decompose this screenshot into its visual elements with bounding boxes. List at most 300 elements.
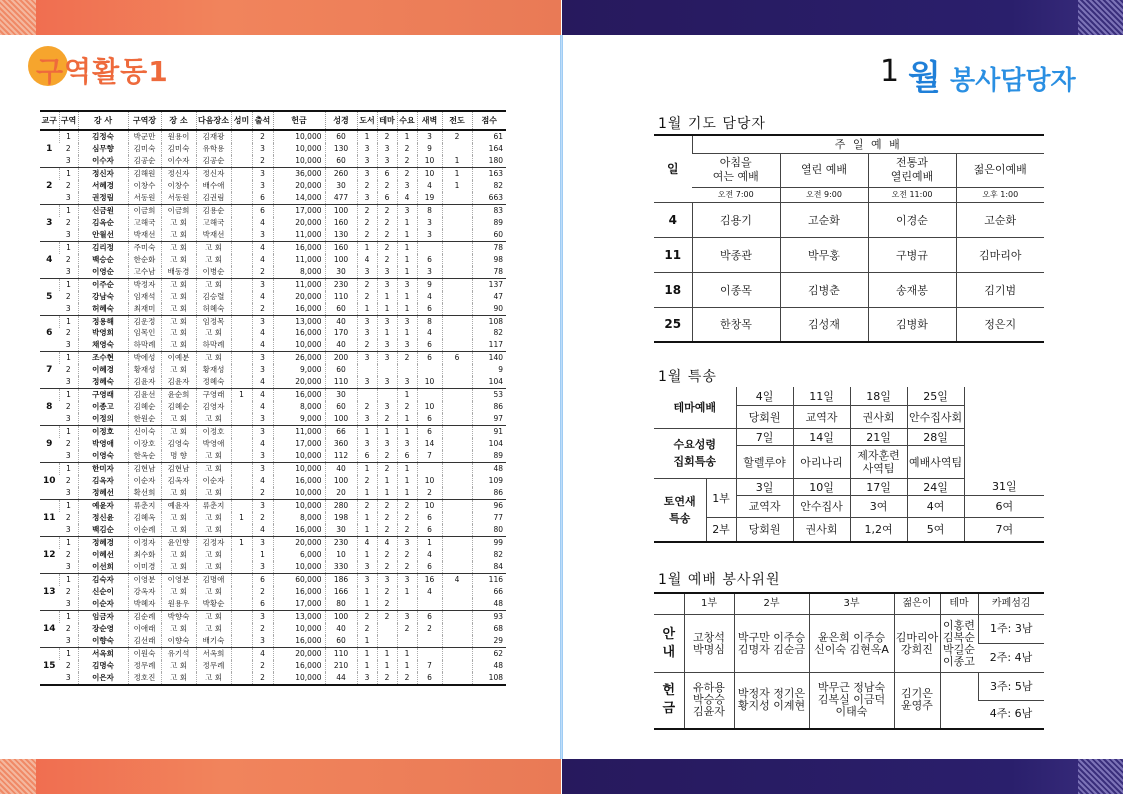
table-cell: 1 — [59, 315, 78, 327]
wed-item: 할렐루야 — [736, 445, 793, 478]
bottom-band-left — [0, 759, 561, 794]
table-row — [40, 254, 506, 266]
table-cell: 2 — [377, 450, 397, 462]
table-cell: 1 — [397, 291, 417, 303]
table-cell: 김옥자 — [161, 475, 196, 487]
table-cell: 2 — [397, 143, 417, 155]
table-cell — [442, 328, 472, 340]
table-cell: 2 — [397, 512, 417, 524]
title-number: 1 — [880, 54, 900, 89]
table-cell: 고 회 — [196, 278, 231, 290]
table-cell: 3 — [252, 278, 273, 290]
table-cell — [357, 364, 377, 376]
table-cell — [231, 647, 252, 659]
table-cell: 40 — [325, 463, 357, 475]
table-cell: 3 — [252, 463, 273, 475]
table-cell: 6 — [442, 352, 472, 364]
theme-item: 교역자 — [793, 405, 850, 428]
table-cell: 198 — [325, 512, 357, 524]
table-cell: 48 — [472, 463, 506, 475]
service-name-3 — [868, 153, 956, 187]
table-cell: 윤순희 — [161, 389, 196, 401]
table-cell: 1 — [357, 549, 377, 561]
table-cell: 9 — [472, 364, 506, 376]
table-cell: 20,000 — [273, 291, 325, 303]
column-header: 장 소 — [161, 111, 196, 130]
table-row — [40, 475, 506, 487]
table-cell: 강남숙 — [78, 291, 128, 303]
table-cell — [231, 229, 252, 241]
table-cell: 8 — [417, 315, 442, 327]
table-cell — [231, 573, 252, 585]
table-cell: 서혜경 — [78, 180, 128, 192]
table-cell: 조수현 — [78, 352, 128, 364]
table-cell: 고 회 — [196, 586, 231, 598]
table-cell: 2 — [357, 229, 377, 241]
table-cell: 4 — [397, 192, 417, 204]
district-number: 4 — [40, 241, 59, 278]
sat-item-1: 4여 — [907, 495, 964, 517]
sat-item-1: 3여 — [850, 495, 907, 517]
table-cell: 백김순 — [78, 524, 128, 536]
table-cell — [442, 475, 472, 487]
table-cell — [231, 303, 252, 315]
wed-item — [850, 445, 907, 478]
table-row — [40, 376, 506, 388]
table-cell — [231, 278, 252, 290]
table-cell: 3 — [377, 278, 397, 290]
theme-date: 25일 — [907, 387, 964, 405]
service-time: 오전 9:00 — [780, 187, 868, 202]
table-cell: 2 — [377, 254, 397, 266]
table-cell: 정신자 — [161, 167, 196, 179]
table-cell: 류춘지 — [128, 500, 161, 512]
wed-item: 예배사역팀 — [907, 445, 964, 478]
table-cell: 고 회 — [161, 303, 196, 315]
column-header: 성미 — [231, 111, 252, 130]
table-cell: 110 — [325, 291, 357, 303]
table-row — [40, 438, 506, 450]
table-cell — [442, 426, 472, 438]
table-cell: 2 — [397, 155, 417, 167]
table-cell: 이순례 — [128, 524, 161, 536]
table-cell: 10 — [325, 549, 357, 561]
offer-row-label — [654, 673, 684, 729]
table-cell — [231, 266, 252, 278]
table-cell: 배기숙 — [196, 635, 231, 647]
table-cell: 16,000 — [273, 389, 325, 401]
table-cell: 김윤선 — [128, 389, 161, 401]
table-cell: 1 — [377, 487, 397, 499]
table-cell: 3 — [417, 217, 442, 229]
table-cell: 배수애 — [196, 180, 231, 192]
table-cell: 4 — [252, 475, 273, 487]
table-cell: 10,000 — [273, 500, 325, 512]
table-cell: 2 — [377, 598, 397, 610]
table-cell: 이영분 — [128, 573, 161, 585]
table-cell: 16,000 — [273, 524, 325, 536]
left-title-text: 구역활동1 — [36, 55, 169, 88]
table-cell: 82 — [472, 549, 506, 561]
table-cell — [231, 143, 252, 155]
offer-cell-text: 김기은 윤영주 — [901, 687, 933, 713]
table-cell: 김재광 — [196, 130, 231, 143]
table-row — [40, 291, 506, 303]
table-cell: 신금원 — [78, 204, 128, 216]
title-text: 봉사담당자 — [950, 66, 1076, 96]
table-cell: 14,000 — [273, 192, 325, 204]
table-cell: 고 회 — [161, 328, 196, 340]
table-cell: 6 — [417, 524, 442, 536]
district-number: 5 — [40, 278, 59, 315]
table-cell: 4 — [252, 217, 273, 229]
sat-item-1: 안수집사 — [793, 495, 850, 517]
table-cell: 110 — [325, 376, 357, 388]
table-cell — [442, 303, 472, 315]
table-cell: 황재성 — [128, 364, 161, 376]
table-row — [40, 315, 506, 327]
table-cell: 고해국 — [128, 217, 161, 229]
table-cell: 4 — [252, 339, 273, 351]
table-cell: 이금희 — [128, 204, 161, 216]
offer-cell — [734, 673, 809, 729]
column-header: 성경 — [325, 111, 357, 130]
table-cell: 고수남 — [128, 266, 161, 278]
table-cell: 고 회 — [161, 229, 196, 241]
table-cell: 68 — [472, 623, 506, 635]
table-cell: 10,000 — [273, 487, 325, 499]
table-cell: 3 — [377, 339, 397, 351]
table-cell: 이향숙 — [161, 635, 196, 647]
table-cell: 허혜숙 — [196, 303, 231, 315]
table-cell: 2 — [252, 672, 273, 685]
table-cell — [442, 266, 472, 278]
table-cell: 고 회 — [196, 352, 231, 364]
table-cell: 1 — [397, 217, 417, 229]
table-cell: 고 회 — [161, 254, 196, 266]
table-cell: 이순자 — [78, 598, 128, 610]
sat-item-2: 5여 — [907, 517, 964, 542]
table-cell: 3 — [252, 143, 273, 155]
sat-item-2: 1,2여 — [850, 517, 907, 542]
service-time: 오전 7:00 — [692, 187, 780, 202]
table-cell: 104 — [472, 376, 506, 388]
table-cell: 3 — [397, 376, 417, 388]
table-cell: 84 — [472, 561, 506, 573]
table-cell: 1 — [59, 610, 78, 622]
table-cell: 2 — [357, 217, 377, 229]
table-cell: 2 — [357, 204, 377, 216]
table-cell: 2 — [442, 130, 472, 143]
offer-cell-text: 유하용 박승승 김윤자 — [693, 681, 725, 719]
table-cell: 심무향 — [78, 143, 128, 155]
bottom-band — [0, 759, 1123, 794]
table-cell: 20 — [325, 487, 357, 499]
table-row — [40, 623, 506, 635]
table-cell: 2 — [65, 180, 71, 190]
table-cell: 신순이 — [78, 586, 128, 598]
offer-cell-text: 박무근 정남숙 김복실 이금덕 이태숙 — [817, 681, 886, 719]
table-cell: 9 — [417, 278, 442, 290]
table-cell: 1 — [59, 500, 78, 512]
table-cell: 김혜순 — [161, 401, 196, 413]
sat-item-2: 7여 — [964, 517, 1044, 542]
table-cell: 140 — [472, 352, 506, 364]
column-header: 새벽 — [417, 111, 442, 130]
table-row — [40, 426, 506, 438]
table-cell: 고 회 — [196, 487, 231, 499]
table-cell: 89 — [472, 450, 506, 462]
table-cell: 6,000 — [273, 549, 325, 561]
wed-label-text: 수요성령 집회특송 — [673, 438, 717, 468]
table-cell — [442, 291, 472, 303]
table-cell: 11,000 — [273, 426, 325, 438]
stripe-decoration — [1078, 0, 1123, 35]
table-cell: 3 — [377, 352, 397, 364]
table-cell: 서옥희 — [78, 647, 128, 659]
district-activity-table — [40, 110, 506, 686]
table-cell — [231, 426, 252, 438]
table-cell: 한원순 — [128, 413, 161, 425]
table-cell: 3 — [357, 328, 377, 340]
table-cell: 이영분 — [161, 573, 196, 585]
table-cell: 3 — [59, 450, 78, 462]
table-cell — [442, 463, 472, 475]
table-cell: 1 — [377, 291, 397, 303]
table-cell: 20,000 — [273, 180, 325, 192]
table-row — [40, 500, 506, 512]
column-header: 헌금 — [273, 111, 325, 130]
table-cell: 정혜경 — [78, 536, 128, 548]
column-header: 수요 — [397, 111, 417, 130]
table-cell: 2 — [252, 660, 273, 672]
table-cell — [231, 500, 252, 512]
table-cell: 3 — [377, 376, 397, 388]
wed-date: 7일 — [736, 428, 793, 445]
table-cell: 4 — [417, 328, 442, 340]
table-cell — [231, 130, 252, 143]
table-cell: 26,000 — [273, 352, 325, 364]
table-cell: 3 — [252, 364, 273, 376]
table-cell — [231, 623, 252, 635]
table-cell: 100 — [325, 413, 357, 425]
table-row — [40, 352, 506, 364]
table-cell — [442, 413, 472, 425]
table-cell — [231, 180, 252, 192]
table-cell: 3 — [59, 155, 78, 167]
table-cell: 8 — [417, 204, 442, 216]
table-cell: 박재선 — [196, 229, 231, 241]
table-cell: 김정숙 — [78, 130, 128, 143]
table-cell: 60 — [325, 303, 357, 315]
table-cell: 2 — [357, 475, 377, 487]
table-cell — [231, 291, 252, 303]
table-cell: 1 — [357, 512, 377, 524]
table-cell: 30 — [325, 266, 357, 278]
table-cell: 3 — [397, 180, 417, 192]
table-cell: 1 — [397, 586, 417, 598]
table-cell — [442, 143, 472, 155]
table-cell — [417, 463, 442, 475]
table-cell: 3 — [252, 561, 273, 573]
table-cell: 3 — [59, 339, 78, 351]
prayer-section-title: 1월 기도 담당자 — [658, 116, 766, 132]
table-cell: 2 — [65, 143, 71, 153]
table-cell: 고 회 — [196, 254, 231, 266]
table-cell: 구영래 — [196, 389, 231, 401]
table-cell: 230 — [325, 536, 357, 548]
table-cell: 10 — [417, 167, 442, 179]
table-cell: 백승순 — [78, 254, 128, 266]
table-cell: 8,000 — [273, 266, 325, 278]
table-cell: 10,000 — [273, 339, 325, 351]
table-row — [40, 647, 506, 659]
table-cell: 20,000 — [273, 647, 325, 659]
table-cell: 고 회 — [161, 315, 196, 327]
table-cell — [442, 217, 472, 229]
table-cell: 1 — [252, 549, 273, 561]
theme-label: 테마예배 — [654, 387, 736, 428]
table-cell — [377, 635, 397, 647]
table-cell: 이주순 — [78, 278, 128, 290]
table-cell: 2 — [65, 217, 71, 227]
theme-date: 18일 — [850, 387, 907, 405]
table-cell: 13,000 — [273, 610, 325, 622]
service-name-1 — [692, 153, 780, 187]
table-cell: 3 — [59, 303, 78, 315]
table-cell — [442, 549, 472, 561]
table-cell: 이수자 — [78, 155, 128, 167]
table-cell: 170 — [325, 328, 357, 340]
table-cell: 1 — [357, 130, 377, 143]
table-cell: 2 — [397, 672, 417, 685]
table-cell: 안월선 — [78, 229, 128, 241]
table-cell: 2 — [377, 463, 397, 475]
table-cell: 고 회 — [161, 217, 196, 229]
table-cell: 96 — [472, 500, 506, 512]
guide-cell — [809, 615, 894, 673]
table-row — [654, 237, 1044, 272]
table-cell — [442, 536, 472, 548]
table-cell — [442, 278, 472, 290]
table-cell: 3 — [252, 229, 273, 241]
table-cell: 3 — [397, 610, 417, 622]
table-cell: 86 — [472, 401, 506, 413]
top-band-right — [562, 0, 1123, 35]
table-cell: 한순화 — [128, 254, 161, 266]
table-row — [40, 229, 506, 241]
table-cell: 110 — [325, 647, 357, 659]
table-cell: 박에성 — [128, 352, 161, 364]
table-cell — [231, 167, 252, 179]
table-cell: 1 — [442, 155, 472, 167]
table-cell: 6 — [397, 450, 417, 462]
table-cell: 3 — [59, 598, 78, 610]
table-cell: 13,000 — [273, 315, 325, 327]
service-time: 오후 1:00 — [956, 187, 1044, 202]
table-cell: 3 — [417, 229, 442, 241]
sat-date: 31일 — [964, 478, 1044, 495]
table-cell: 130 — [325, 229, 357, 241]
table-cell: 2 — [65, 513, 71, 523]
table-cell: 36,000 — [273, 167, 325, 179]
table-cell — [417, 389, 442, 401]
table-row — [40, 549, 506, 561]
table-cell: 1 — [59, 352, 78, 364]
sunday-service-header: 주 일 예 배 — [692, 135, 1044, 153]
table-cell: 김승렬 — [196, 291, 231, 303]
table-cell: 박재선 — [128, 229, 161, 241]
table-cell: 3 — [59, 266, 78, 278]
table-cell: 이정호 — [196, 426, 231, 438]
table-cell: 2 — [377, 204, 397, 216]
table-cell: 360 — [325, 438, 357, 450]
title-month: 월 — [908, 58, 941, 98]
table-cell: 서동원 — [161, 192, 196, 204]
table-cell: 2 — [397, 561, 417, 573]
guide-label-text: 안 내 — [662, 626, 676, 660]
table-cell: 60 — [325, 130, 357, 143]
table-cell: 1 — [59, 536, 78, 548]
table-cell: 20,000 — [273, 376, 325, 388]
table-cell: 200 — [325, 352, 357, 364]
table-cell — [442, 438, 472, 450]
table-cell: 3 — [377, 266, 397, 278]
table-cell: 허혜숙 — [78, 303, 128, 315]
table-cell: 정용해 — [78, 315, 128, 327]
table-cell: 3 — [252, 315, 273, 327]
table-cell: 2 — [65, 291, 71, 301]
table-cell: 2 — [252, 266, 273, 278]
table-cell — [397, 364, 417, 376]
table-cell: 1 — [59, 241, 78, 253]
table-cell: 2 — [397, 401, 417, 413]
table-cell: 19 — [417, 192, 442, 204]
table-cell: 1 — [231, 389, 252, 401]
table-cell — [442, 254, 472, 266]
table-cell: 100 — [325, 610, 357, 622]
table-cell: 이선희 — [78, 561, 128, 573]
table-cell: 3 — [357, 413, 377, 425]
sat-part-2: 2부 — [706, 517, 736, 542]
table-cell — [231, 328, 252, 340]
table-cell: 고 회 — [196, 549, 231, 561]
table-cell: 1 — [59, 130, 78, 143]
table-cell — [231, 352, 252, 364]
table-cell — [231, 610, 252, 622]
prayer-name: 구병규 — [868, 237, 956, 272]
offer-label-text: 헌 금 — [662, 683, 676, 717]
table-cell: 2 — [397, 500, 417, 512]
table-cell: 6 — [357, 450, 377, 462]
cafe-cell: 2주: 4남 — [978, 644, 1044, 673]
table-cell: 62 — [472, 647, 506, 659]
table-cell: 1 — [357, 426, 377, 438]
table-cell: 1 — [397, 254, 417, 266]
table-cell — [417, 647, 442, 659]
table-cell: 100 — [325, 204, 357, 216]
guide-cell-text: 고창석 박명심 — [693, 630, 725, 656]
table-row — [40, 573, 506, 585]
table-cell: 2 — [252, 487, 273, 499]
table-cell: 1 — [231, 536, 252, 548]
table-cell: 3 — [59, 524, 78, 536]
table-cell: 166 — [325, 586, 357, 598]
table-cell: 김정자 — [196, 536, 231, 548]
guide-cell — [940, 615, 978, 673]
offer-cell — [894, 673, 940, 729]
table-cell: 이혜선 — [78, 549, 128, 561]
